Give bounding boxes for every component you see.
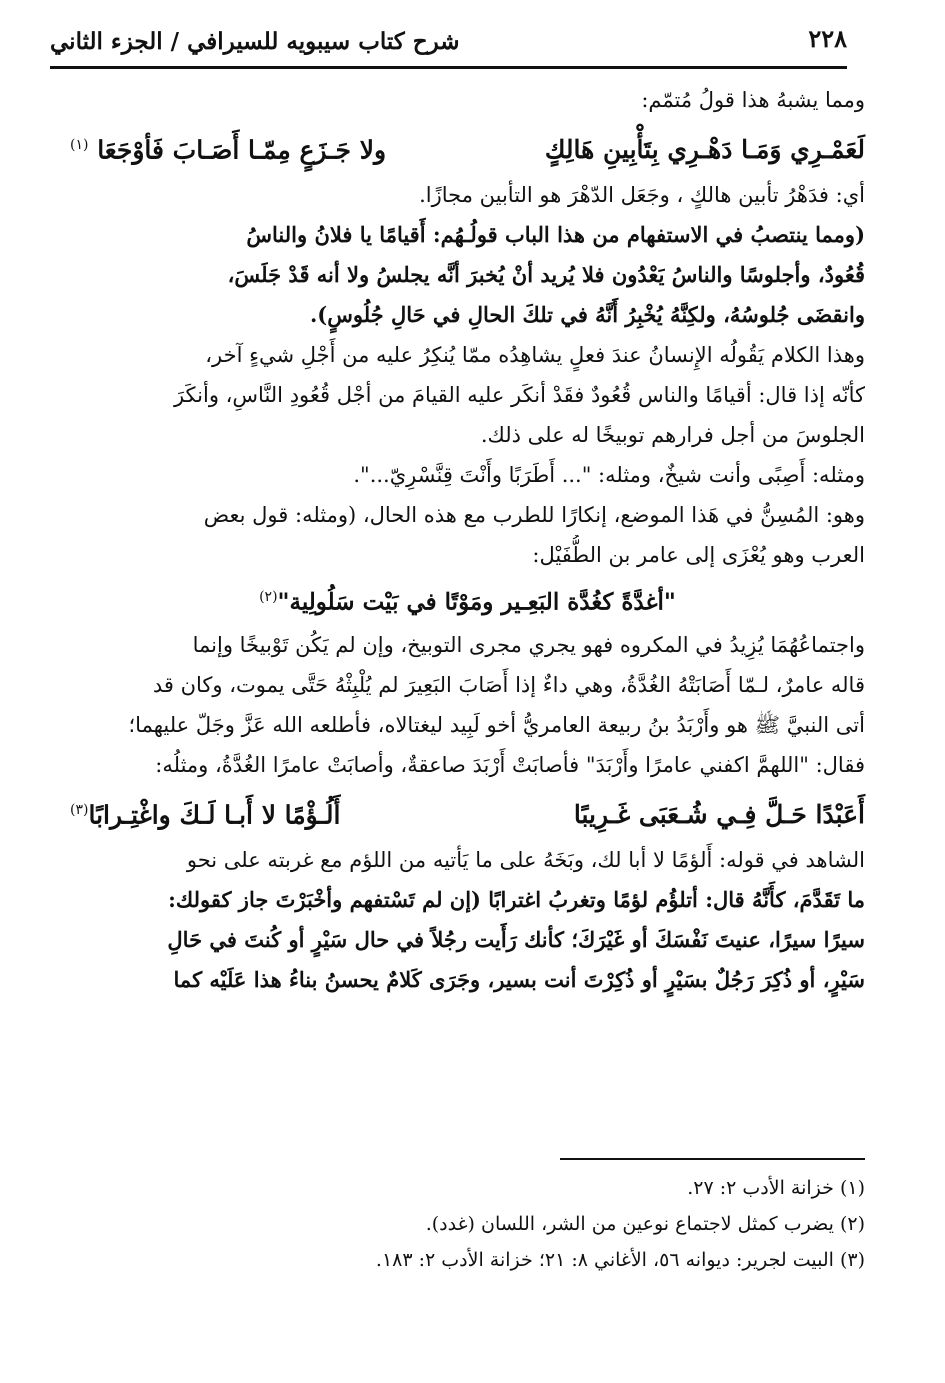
text-line: وهو: المُسِنُّ في هَذا الموضع، إنكارًا للطرب مع هذه الحال، (ومثله: قول بعض [203,503,865,528]
footnote-1: (١) خزانة الأدب ٢: ٢٧. [687,1177,865,1199]
paragraph-4 [70,495,865,575]
verse-3-hemistich-right: أَعَبْدًا حَـلَّ فِـي شُـعَبَى غَـرِيبًا [573,800,865,830]
footnotes [70,1170,865,1278]
text-line: أتى النبيَّ ﷺ هو وأَرْبَدُ بنُ ربيعة العامريُّ أخو لَبِيد ليغتالاه، فأطلعه الله عَزَّ وجَلّ عليهما؛ [128,712,865,737]
text-line: الشاهد في قوله: أَلؤمًا لا أبا لك، وبَخَهُ على ما يَأتيه من اللؤم مع غربته على نحو [186,848,865,873]
text-line: سيرًا سيرًا، عنيتَ نَفْسَكَ أو غَيْرَكَ؛ كأنك رَأَيت رجُلاً في حال سَيْرٍ أو كُنتَ في حَالِ [167,927,865,953]
page-header [50,22,847,69]
intro-line: ومما يشبهُ هذا قولُ مُتمّم: [641,88,865,112]
verse-2: "أغدَّةً كغُدَّة البَعِـير ومَوْتًا في بَيْت سَلُولِية"$^{(٢)}$ [259,588,676,616]
text-line: (ومما ينتصبُ في الاستفهام من هذا الباب قولُـهُم: أَقيامًا يا فلانُ والناسُ [246,222,865,248]
paragraph-6 [70,840,865,1000]
page-number: ٢٢٨ [808,24,847,53]
running-title: شرح كتاب سيبويه للسيرافي / الجزء الثاني [50,28,460,55]
text-line: قاله عامرٌ، لـمّا أَصَابَتْهُ الغُدَّةُ، وهي داءٌ إذا أَصَابَ البَعِيرَ لم يُلْبِثْهُ حَتَّى يموت، وكان قد [152,672,865,697]
paragraph-5 [70,625,865,785]
paragraph-1 [70,215,865,335]
footnote-divider [560,1158,865,1160]
gloss-line: أي: فدَهْرُ تأبين هالكٍ ، وجَعَل الدّهْرَ هو التأبين مجازًا. [419,183,865,208]
text-line: ما تَقَدَّمَ، كأَنَّهُ قال: أتلؤُم لؤمًا وتغربُ اغترابًا (إن لم تَسْتفهم وأخْبَرْتَ جاز كقولك: [168,887,865,913]
text-line: كأنّه إذا قال: أقيامًا والناس قُعُودٌ فقَدْ أنكَر عليه القيامَ من أجْل قُعُودِ النَّاسِ، وأنكَرَ [173,383,865,408]
text-line: فقال: "اللهمَّ اكفني عامرًا وأَرْبَدَ" فأصابَتْ أَرْبَدَ صاعقةٌ، وأصابَتْ عامرًا الغُدَّةُ، ومثلُه: [155,752,865,777]
footnote-mark-2: (٢) [259,589,278,606]
text-line: الجلوسَ من أجل فرارهم توبيخًا له على ذلك. [480,423,865,448]
footnote-2: (٢) يضرب كمثل لاجتماع نوعين من الشر، اللسان (غدد). [425,1213,865,1235]
text-line: العرب وهو يُعْزَى إلى عامر بن الطُّفَيْل: [532,543,865,568]
text-line: سَيْرٍ، أو ذُكِرَ رَجُلٌ بسَيْرٍ أو ذُكِرْتَ أنت بسير، وجَرَى كَلامٌ يحسنُ بناءُ هذا عَلَيْه كما [173,967,865,993]
verse-3-hemistich-left: أَلُـؤْمًا لا أَبـا لَـكَ واغْتِـرابًا$^{(٣)}$ [70,800,341,830]
footnote-mark-1: (١) [70,137,89,153]
paragraph-2 [70,335,865,455]
text-line: وانقضَى جُلوسُهُ، ولكِنَّهُ يُخْبِرُ أَنَّهُ في تلكَ الحالِ في حَالِ جُلُوسٍ). [309,302,865,328]
footnote-3: (٣) البيت لجرير: ديوانه ٥٦، الأغاني ٨: ٢١؛ خزانة الأدب ٢: ١٨٣. [375,1249,865,1271]
footnote-mark-3: (٣) [70,801,89,818]
verse-1 [70,122,865,173]
text-line: واجتماعُهُمَا يُزِيدُ في المكروه فهو يجري مجرى التوبيخ، وإن لم يَكُن تَوْبيخًا وإنما [192,632,865,657]
verse-1-hemistich-right: لَعَمْـرِي وَمَـا دَهْـرِي بِتَأْبِينِ هَالِكٍ [544,135,865,165]
main-text [70,80,865,1000]
verse-1-hemistich-left: ولا جَـزَعٍ مِمّـا أَصَـابَ فَأوْجَعَا $^{(١)}$ [70,135,387,165]
paragraph-3: ومثله: أَصِبًى وأنت شيخٌ، ومثله: "... أَطَرَبًا وأَنْتَ قِنَّسْرِيّ...". [353,463,865,488]
verse-3 [70,787,865,838]
text-line: قُعُودٌ، وأجلوسًا والناسُ يَعْدُون فلا يُريد أنْ يُخبرَ أنَّه يجلسُ ولا أنه قَدْ جَلَسَ، [227,262,865,288]
text-line: وهذا الكلام يَقُولُه الإِنسانُ عندَ فعلٍ يشاهِدُه ممّا يُنكِرُ عليه من أَجْلِ شيءٍ آخر، [205,343,865,368]
